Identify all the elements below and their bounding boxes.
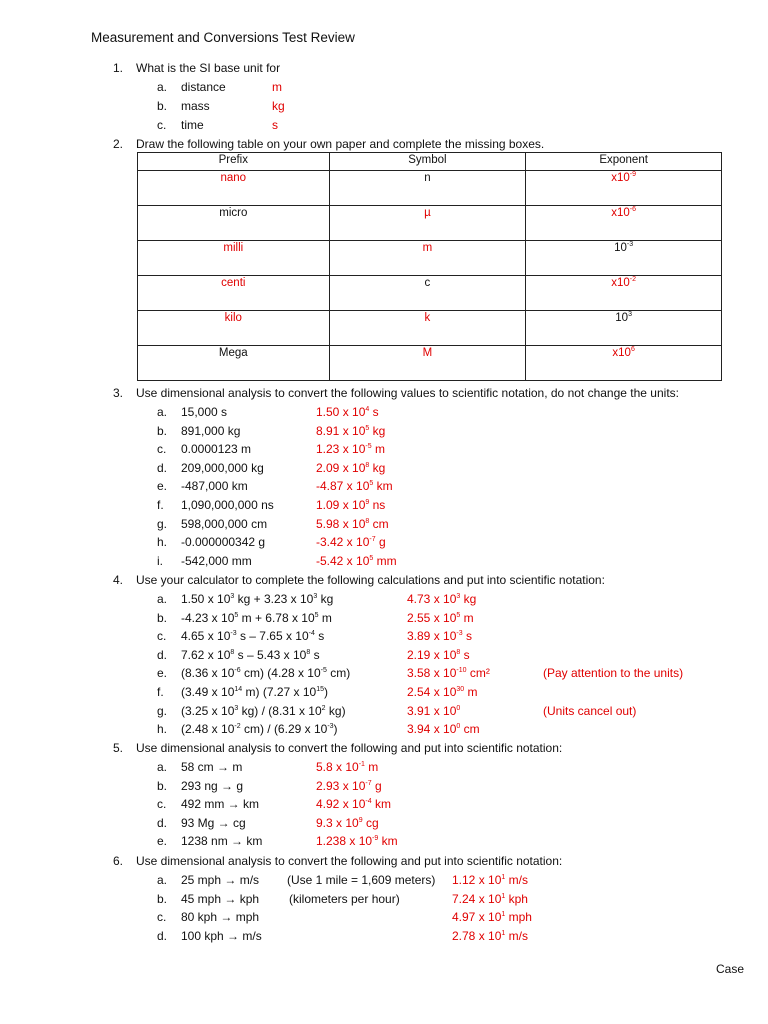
item-answer: [407, 704, 460, 718]
answer-exponent: 8: [365, 517, 370, 525]
question-part: kg): [325, 703, 346, 718]
cell-prefix: Mega: [138, 346, 330, 381]
question-part: -4.23 x 10: [181, 610, 235, 625]
question-part: m) (7.27 x 10: [242, 685, 317, 699]
table-row: [138, 206, 722, 241]
answer-base: 3.89 x 10: [407, 629, 457, 644]
item-question: [181, 704, 346, 718]
item-letter: a.: [157, 873, 168, 887]
answer-unit: s: [462, 629, 472, 644]
answer-unit: m: [464, 685, 478, 699]
item-letter: d.: [157, 460, 168, 475]
answer-exponent: 5: [456, 611, 461, 619]
item-letter: a.: [157, 592, 168, 606]
answer-base: 1.238 x 10: [316, 834, 373, 849]
q6-number: 6.: [113, 854, 124, 868]
answer-exponent: 1: [501, 892, 506, 900]
item-note: (Pay attention to the units): [543, 666, 684, 681]
item-letter: h.: [157, 535, 168, 550]
answer-base: 5.8 x 10: [316, 760, 359, 774]
answer-unit: m: [364, 760, 379, 774]
question-part: m + 6.78 x 10: [238, 610, 315, 625]
question-part: s – 7.65 x 10: [236, 629, 309, 644]
question-part: kg) / (8.31 x 10: [238, 703, 322, 718]
answer-exponent: -10: [456, 667, 467, 675]
answer-exponent: -1: [358, 761, 365, 768]
answer-base: 4.73 x 10: [407, 592, 457, 606]
question-exponent: 3: [234, 704, 239, 712]
header-exponent: Exponent: [526, 153, 722, 171]
item-letter: c.: [157, 442, 167, 457]
item-answer: [316, 461, 385, 475]
q5-text: Use dimensional analysis to convert the following and put into scientific notation:: [136, 741, 563, 755]
cell-symbol: m: [329, 241, 526, 276]
table-row: [138, 346, 722, 381]
answer-unit: g: [371, 778, 382, 793]
answer-base: 1.50 x 10: [316, 405, 366, 419]
answer-base: -5.42 x 10: [316, 553, 370, 568]
item-question: 209,000,000 kg: [181, 460, 264, 475]
item-answer: s: [272, 118, 278, 132]
question-exponent: -6: [234, 667, 241, 675]
item-letter: e.: [157, 479, 168, 494]
question-part: cm) (4.28 x 10: [240, 666, 321, 681]
answer-exponent: -7: [365, 779, 372, 787]
q6-text: Use dimensional analysis to convert the following and put into scientific notation:: [136, 854, 563, 868]
q1-text: What is the SI base unit for: [136, 61, 281, 75]
q4-text: Use your calculator to complete the following calculations and put into scientific notation:: [136, 573, 605, 587]
item-letter: d.: [157, 815, 168, 830]
table-row: [138, 241, 722, 276]
answer-unit: km: [378, 834, 398, 849]
table-row: [138, 311, 722, 346]
answer-exponent: 4: [365, 406, 370, 413]
item-label: mass: [181, 99, 210, 113]
question-exponent: 2: [321, 704, 326, 712]
question-exponent: 5: [234, 611, 239, 619]
cell-symbol: c: [329, 276, 526, 311]
question-exponent: 14: [234, 686, 243, 693]
answer-unit: m/s: [505, 928, 528, 943]
item-question: 1,090,000,000 ns: [181, 498, 274, 512]
cell-prefix: kilo: [138, 311, 330, 346]
item-letter: a.: [157, 760, 168, 774]
answer-exponent: -5: [365, 443, 372, 451]
item-letter: f.: [157, 685, 164, 699]
answer-unit: m: [460, 610, 474, 625]
item-letter: b.: [157, 99, 168, 113]
question-part: (3.49 x 10: [181, 685, 235, 699]
exponent-base: x10: [611, 207, 630, 219]
question-part: 7.62 x 10: [181, 647, 231, 662]
answer-unit: kg: [369, 460, 386, 475]
item-letter: d.: [157, 647, 168, 662]
question-part: s – 5.43 x 10: [234, 647, 307, 662]
q4-number: 4.: [113, 573, 124, 587]
answer-unit: cm²: [466, 666, 490, 681]
question-exponent: 3: [313, 593, 318, 600]
answer-unit: km: [373, 479, 393, 494]
answer-base: 2.09 x 10: [316, 460, 366, 475]
answer-exponent: -9: [372, 835, 379, 843]
cell-exponent: [526, 346, 722, 381]
item-answer: [316, 442, 385, 456]
exponent-power: -9: [629, 171, 637, 178]
item-answer: [316, 517, 389, 531]
answer-unit: s: [460, 647, 470, 662]
exponent-power: 6: [630, 346, 635, 353]
item-answer: [316, 535, 386, 549]
cell-prefix: milli: [138, 241, 330, 276]
item-hint: (Use 1 mile = 1,609 meters): [287, 873, 436, 887]
question-part: cm) / (6.29 x 10: [240, 722, 328, 737]
item-label: time: [181, 118, 204, 132]
item-label: distance: [181, 80, 226, 94]
item-answer: [316, 405, 379, 419]
exponent-power: -6: [629, 206, 637, 213]
question-part: (8.36 x 10: [181, 666, 235, 681]
answer-base: 2.93 x 10: [316, 778, 366, 793]
item-answer: [316, 760, 378, 774]
answer-exponent: 5: [369, 480, 374, 488]
answer-unit: kph: [505, 891, 528, 906]
item-answer: [407, 722, 480, 736]
cell-prefix: nano: [138, 171, 330, 206]
item-question: -542,000 mm: [181, 553, 252, 568]
cell-exponent: [526, 171, 722, 206]
item-answer: [316, 479, 393, 493]
answer-exponent: -3: [456, 630, 463, 638]
answer-base: 3.58 x 10: [407, 666, 457, 681]
item-letter: b.: [157, 778, 168, 793]
prefix-table: [137, 152, 722, 381]
cell-prefix: micro: [138, 206, 330, 241]
answer-exponent: 9: [358, 816, 363, 824]
item-letter: a.: [157, 80, 168, 94]
item-question: -0.000000342 g: [181, 535, 266, 550]
question-exponent: 3: [230, 593, 235, 600]
exponent-base: 10: [615, 312, 629, 324]
item-question: 58 cm → m: [181, 760, 243, 774]
item-question: [181, 685, 328, 699]
question-exponent: -3: [327, 723, 334, 731]
question-part: kg: [317, 592, 334, 606]
answer-base: 3.91 x 10: [407, 703, 457, 718]
question-part: s: [314, 629, 325, 644]
cell-symbol: k: [329, 311, 526, 346]
question-exponent: -3: [230, 630, 237, 638]
answer-unit: g: [375, 535, 386, 550]
item-question: 1238 nm → km: [181, 834, 263, 849]
table-header-row: [138, 153, 722, 171]
question-part: (2.48 x 10: [181, 722, 235, 737]
item-answer: kg: [272, 99, 285, 113]
item-answer: [452, 892, 528, 906]
question-exponent: -4: [308, 630, 315, 638]
q1-number: 1.: [113, 61, 124, 75]
exponent-power: -2: [629, 276, 637, 283]
exponent-base: 10: [614, 242, 627, 254]
q2-number: 2.: [113, 137, 124, 151]
item-letter: b.: [157, 423, 168, 438]
q3-number: 3.: [113, 386, 124, 400]
answer-base: 7.24 x 10: [452, 891, 502, 906]
answer-base: 2.19 x 10: [407, 647, 457, 662]
answer-unit: m: [371, 442, 385, 457]
item-letter: d.: [157, 928, 168, 943]
item-answer: [316, 554, 397, 568]
answer-exponent: 5: [365, 424, 370, 432]
answer-exponent: 8: [365, 461, 370, 469]
answer-unit: cm: [369, 516, 389, 531]
item-answer: [316, 498, 385, 512]
answer-exponent: 5: [369, 554, 374, 562]
item-question: 293 ng → g: [181, 778, 244, 793]
exponent-base: x10: [611, 172, 630, 184]
answer-exponent: 0: [456, 723, 461, 731]
question-exponent: 5: [314, 611, 319, 619]
item-question: [181, 611, 332, 625]
item-question: 492 mm → km: [181, 797, 260, 812]
item-letter: b.: [157, 610, 168, 625]
item-letter: g.: [157, 516, 168, 531]
answer-exponent: 3: [456, 593, 461, 600]
answer-exponent: 0: [456, 704, 461, 712]
item-answer: [316, 816, 379, 830]
answer-unit: s: [369, 405, 379, 419]
item-question: 15,000 s: [181, 405, 228, 419]
question-part: kg + 3.23 x 10: [234, 592, 314, 606]
answer-base: 2.55 x 10: [407, 610, 457, 625]
item-answer: [316, 834, 398, 848]
item-answer: [407, 629, 472, 643]
item-answer: [407, 611, 474, 625]
item-letter: a.: [157, 405, 168, 419]
exponent-base: x10: [612, 347, 631, 359]
item-question: 93 Mg → cg: [181, 815, 246, 830]
item-answer: [316, 779, 382, 793]
item-question: 25 mph → m/s: [181, 873, 260, 887]
question-part: m: [318, 610, 332, 625]
answer-base: 4.92 x 10: [316, 797, 366, 812]
answer-base: 4.97 x 10: [452, 910, 502, 925]
item-letter: c.: [157, 118, 167, 132]
item-question: 80 kph → mph: [181, 910, 260, 925]
question-exponent: 15: [316, 686, 324, 693]
answer-base: 1.09 x 10: [316, 498, 366, 512]
answer-exponent: -7: [369, 536, 376, 544]
question-part: s: [310, 647, 320, 662]
item-answer: [452, 929, 528, 943]
answer-base: 5.98 x 10: [316, 516, 366, 531]
item-question: 45 mph → kph: [181, 891, 260, 906]
header-symbol: Symbol: [329, 153, 526, 171]
question-exponent: -2: [234, 723, 241, 731]
item-letter: c.: [157, 910, 167, 925]
item-answer: [407, 592, 476, 606]
exponent-power: -3: [626, 241, 634, 248]
question-part: (3.25 x 10: [181, 703, 235, 718]
footer-text: Case: [716, 962, 745, 976]
answer-exponent: 30: [456, 686, 465, 693]
item-letter: b.: [157, 891, 168, 906]
cell-symbol: n: [329, 171, 526, 206]
question-part: ): [324, 685, 328, 699]
answer-base: 9.3 x 10: [316, 815, 359, 830]
cell-exponent: [526, 206, 722, 241]
answer-unit: ns: [369, 498, 386, 512]
answer-base: 3.94 x 10: [407, 722, 457, 737]
question-part: cm): [326, 666, 351, 681]
answer-base: -3.42 x 10: [316, 535, 370, 550]
item-question: [181, 666, 350, 680]
question-exponent: -5: [320, 667, 327, 675]
question-part: 4.65 x 10: [181, 629, 231, 644]
item-letter: c.: [157, 629, 167, 644]
item-letter: e.: [157, 666, 168, 681]
answer-exponent: 9: [365, 499, 370, 506]
answer-unit: cm: [460, 722, 480, 737]
q5-number: 5.: [113, 741, 124, 755]
item-question: 0.0000123 m: [181, 442, 252, 457]
answer-exponent: 1: [501, 874, 506, 881]
answer-base: 2.54 x 10: [407, 685, 457, 699]
item-answer: [407, 666, 490, 680]
exponent-base: x10: [611, 277, 630, 289]
item-question: [181, 592, 333, 606]
item-question: [181, 648, 320, 662]
answer-unit: cg: [362, 815, 379, 830]
answer-exponent: -4: [365, 798, 372, 806]
item-answer: [452, 873, 528, 887]
item-question: [181, 629, 324, 643]
q3-text: Use dimensional analysis to convert the following values to scientific notation, do not change the units:: [136, 386, 679, 400]
answer-exponent: 1: [501, 911, 506, 919]
item-answer: [452, 910, 532, 924]
cell-exponent: [526, 311, 722, 346]
answer-base: -4.87 x 10: [316, 479, 370, 494]
question-part: ): [333, 722, 338, 737]
item-question: -487,000 km: [181, 479, 248, 494]
item-hint: (kilometers per hour): [289, 891, 400, 906]
item-question: 598,000,000 cm: [181, 516, 268, 531]
item-answer: [316, 424, 385, 438]
item-answer: m: [272, 80, 282, 94]
question-exponent: 8: [306, 648, 311, 656]
item-letter: e.: [157, 834, 168, 849]
answer-unit: mph: [505, 910, 532, 925]
page-title: Measurement and Conversions Test Review: [91, 30, 355, 45]
answer-exponent: 1: [501, 929, 506, 937]
cell-symbol: M: [329, 346, 526, 381]
answer-base: 1.23 x 10: [316, 442, 366, 457]
item-letter: c.: [157, 797, 167, 812]
item-letter: i.: [157, 553, 163, 568]
table-row: [138, 171, 722, 206]
answer-unit: km: [371, 797, 391, 812]
cell-exponent: [526, 241, 722, 276]
cell-symbol: µ: [329, 206, 526, 241]
item-answer: [316, 797, 391, 811]
header-prefix: Prefix: [138, 153, 330, 171]
item-answer: [407, 685, 478, 699]
item-letter: h.: [157, 722, 168, 737]
answer-base: 2.78 x 10: [452, 928, 502, 943]
item-answer: [407, 648, 470, 662]
item-note: (Units cancel out): [543, 703, 637, 718]
answer-base: 1.12 x 10: [452, 873, 502, 887]
item-letter: f.: [157, 498, 164, 512]
item-question: 891,000 kg: [181, 423, 241, 438]
cell-exponent: [526, 276, 722, 311]
answer-unit: kg: [369, 423, 386, 438]
exponent-power: 3: [628, 311, 632, 318]
answer-unit: kg: [460, 592, 477, 606]
cell-prefix: centi: [138, 276, 330, 311]
item-letter: g.: [157, 703, 168, 718]
question-part: 1.50 x 10: [181, 592, 231, 606]
answer-exponent: 8: [456, 648, 461, 656]
item-question: [181, 722, 338, 736]
item-question: 100 kph → m/s: [181, 928, 262, 943]
table-row: [138, 276, 722, 311]
question-exponent: 8: [230, 648, 235, 656]
answer-base: 8.91 x 10: [316, 423, 366, 438]
q2-text: Draw the following table on your own paper and complete the missing boxes.: [136, 137, 545, 151]
answer-unit: m/s: [505, 873, 528, 887]
answer-unit: mm: [373, 553, 397, 568]
